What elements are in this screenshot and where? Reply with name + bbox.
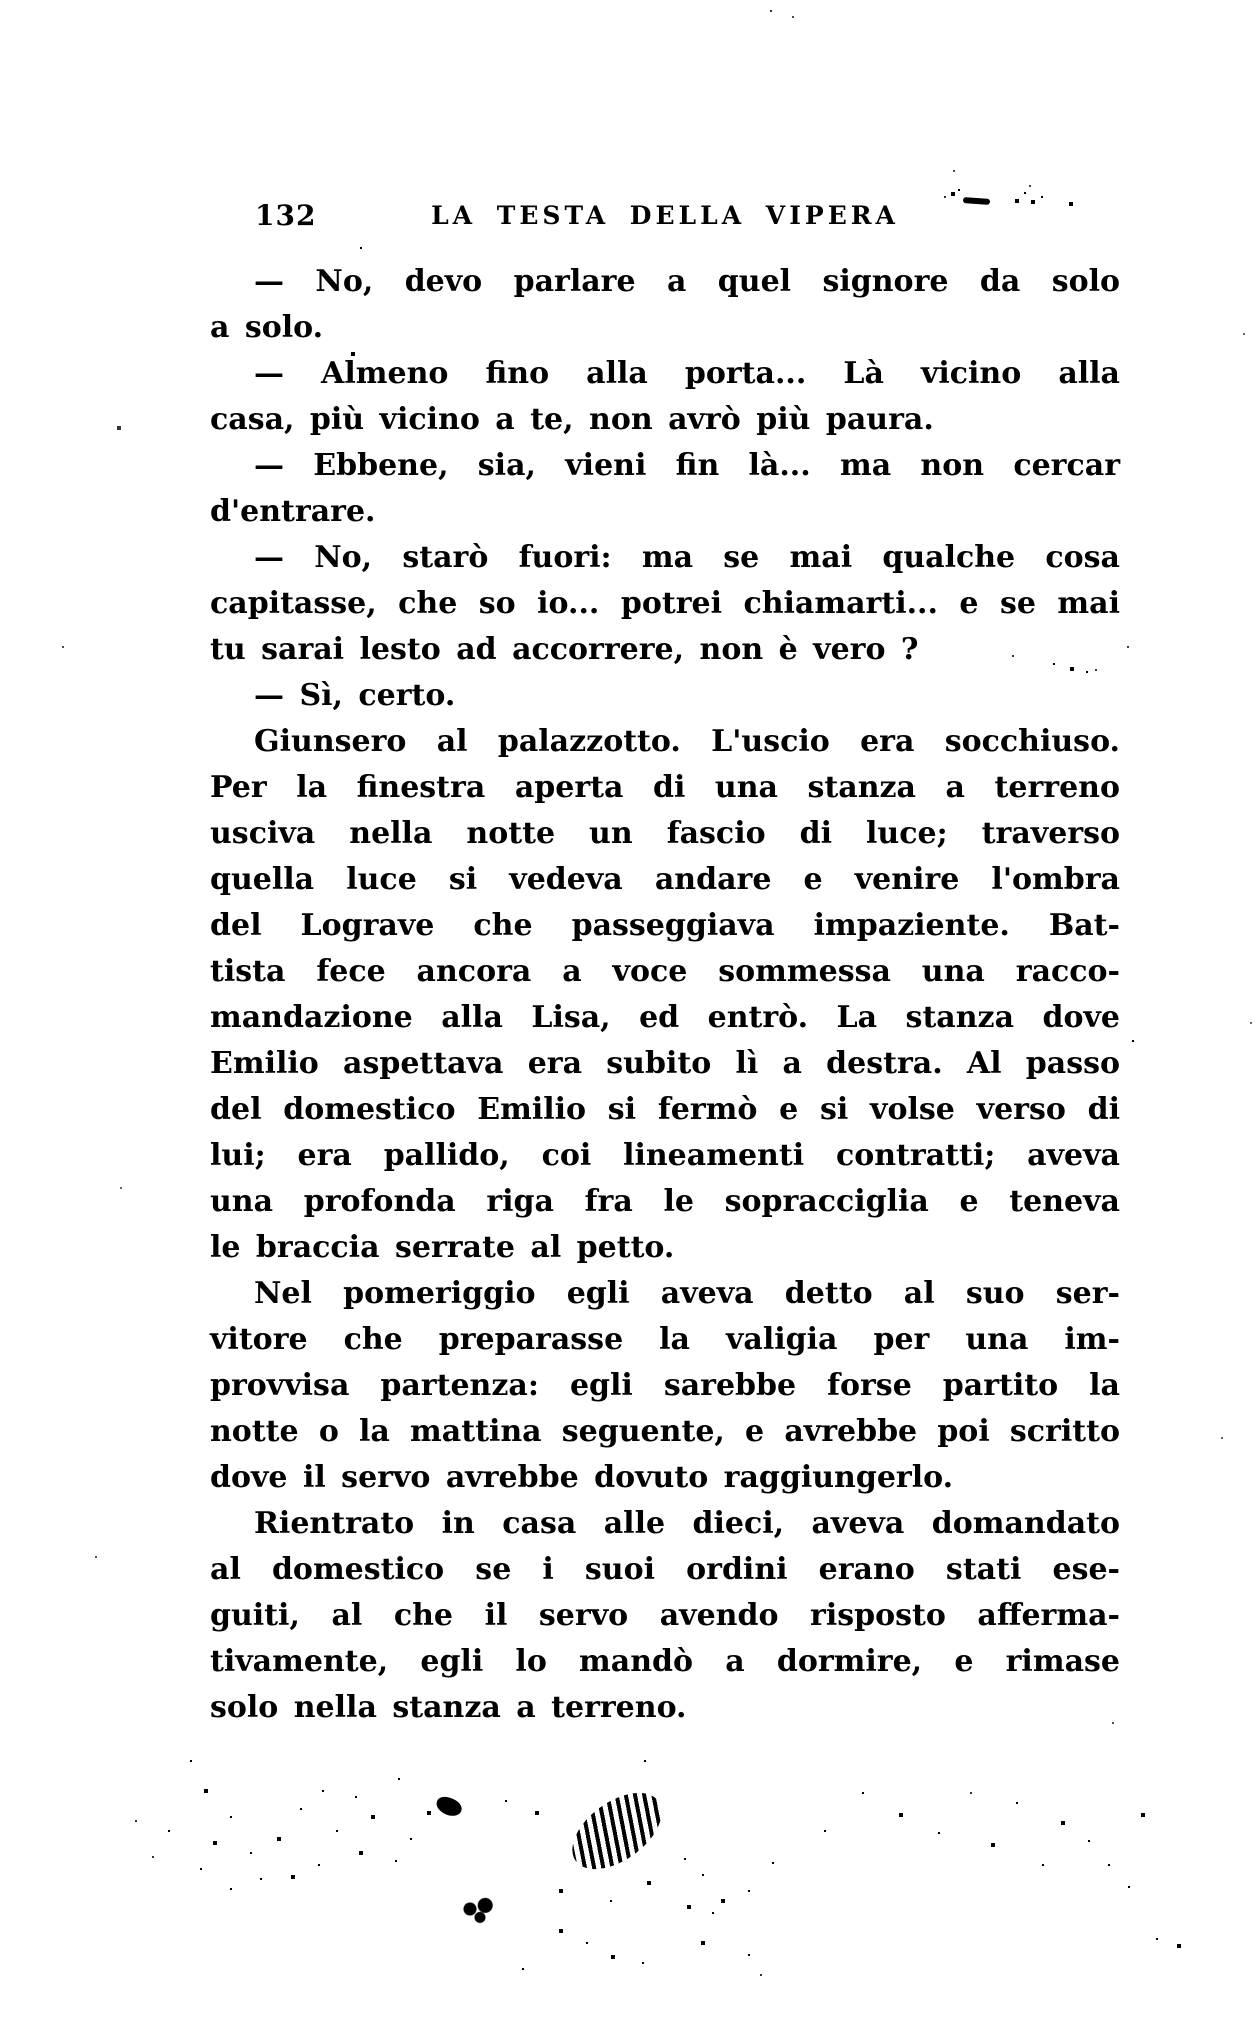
text-line: Emilio aspettava era subito lì a destra. Al passo	[210, 1046, 1120, 1081]
text-line: — Ebbene, sia, vieni fin là... ma non cercar	[254, 448, 1120, 483]
text-line: — No, starò fuori: ma se mai qualche cosa	[254, 540, 1120, 575]
text-line: usciva nella notte un fascio di luce; traverso	[210, 816, 1120, 851]
text-line: dove il servo avrebbe dovuto raggiungerlo.	[210, 1460, 954, 1495]
text-line: lui; era pallido, coi lineamenti contratti; aveva	[210, 1138, 1120, 1173]
page-header	[210, 199, 1120, 239]
text-line: Per la finestra aperta di una stanza a terreno	[210, 770, 1120, 805]
text-line: casa, più vicino a te, non avrò più paura.	[210, 402, 934, 437]
text-line: guiti, al che il servo avendo risposto afferma-	[210, 1598, 1120, 1633]
ink-scribble-blob	[559, 1778, 676, 1885]
text-line: Nel pomeriggio egli aveva detto al suo ser-	[254, 1276, 1120, 1311]
text-line: notte o la mattina seguente, e avrebbe poi scritto	[210, 1414, 1120, 1449]
ink-blob	[458, 1894, 498, 1924]
text-line: mandazione alla Lisa, ed entrò. La stanza dove	[210, 1000, 1120, 1035]
text-line: quella luce si vedeva andare e venire l'ombra	[210, 862, 1120, 897]
page-number: 132	[255, 199, 317, 232]
text-line: una profonda riga fra le sopracciglia e teneva	[210, 1184, 1120, 1219]
text-line: — Almeno fino alla porta... Là vicino alla	[254, 356, 1120, 391]
text-line: solo nella stanza a terreno.	[210, 1690, 687, 1725]
text-line: — Sì, certo.	[254, 678, 456, 713]
text-line: le braccia serrate al petto.	[210, 1230, 675, 1265]
text-line: tu sarai lesto ad accorrere, non è vero ?	[210, 632, 919, 667]
text-line: vitore che preparasse la valigia per una im-	[210, 1322, 1120, 1357]
running-title: LA TESTA DELLA VIPERA	[431, 201, 899, 230]
scan-noise-dots	[0, 0, 2, 2]
text-line: d'entrare.	[210, 494, 376, 529]
text-line: a solo.	[210, 310, 324, 345]
text-line: tista fece ancora a voce sommessa una racco-	[210, 954, 1120, 989]
text-line: — No, devo parlare a quel signore da solo	[254, 264, 1120, 299]
ink-blob	[434, 1794, 464, 1818]
text-line: tivamente, egli lo mandò a dormire, e rimase	[210, 1644, 1120, 1679]
text-line: al domestico se i suoi ordini erano stati ese-	[210, 1552, 1120, 1587]
text-line: provvisa partenza: egli sarebbe forse partito la	[210, 1368, 1120, 1403]
text-line: del Lograve che passeggiava impaziente. Bat-	[210, 908, 1120, 943]
text-line: capitasse, che so io... potrei chiamarti... e se mai	[210, 586, 1120, 621]
text-line: del domestico Emilio si fermò e si volse verso di	[210, 1092, 1120, 1127]
text-block	[210, 259, 1120, 1731]
text-line: Rientrato in casa alle dieci, aveva domandato	[254, 1506, 1120, 1541]
text-line: Giunsero al palazzotto. L'uscio era socchiuso.	[254, 724, 1120, 759]
